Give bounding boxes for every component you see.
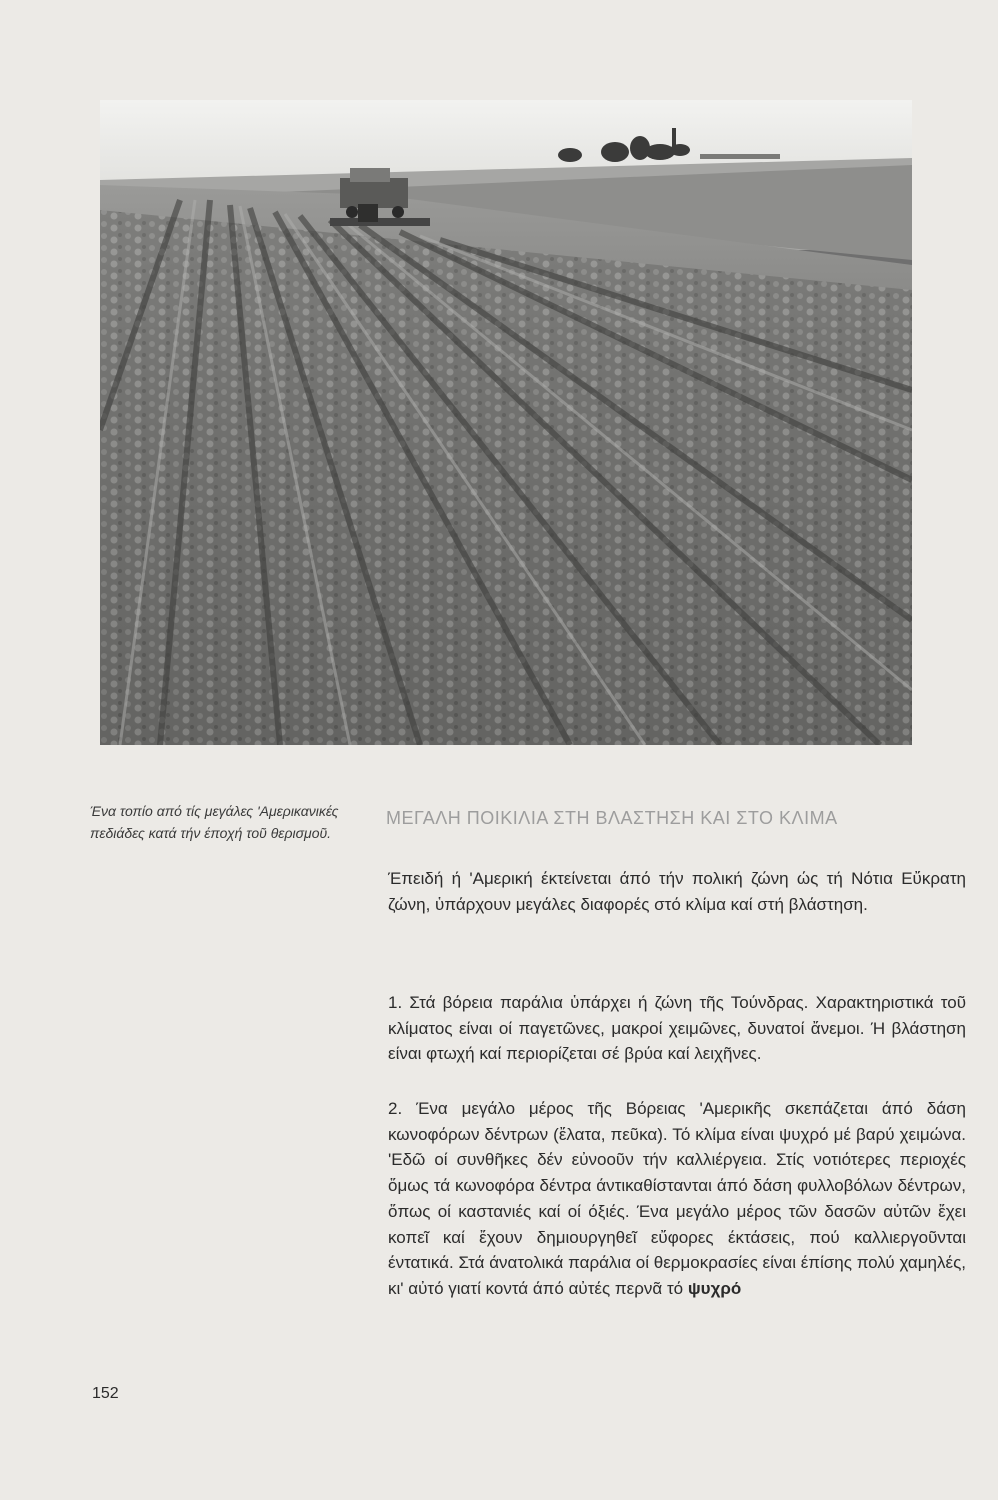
paragraph-item-1: 1. Στά βόρεια παράλια ὑπάρχει ή ζώνη τῆς Τούνδρας. Χαρακτηριστικά τοῦ κλίματος είναι οί παγετῶνες, μακροί χειμῶνες, δυνατοί ἄνεμοι. Ή βλάστηση είναι φτωχή καί περιορίζεται σέ βρύα καί λειχῆνες. [388,993,966,1064]
page-number: 152 [92,1385,119,1402]
section-title: ΜΕΓΑΛΗ ΠΟΙΚΙΛΙΑ ΣΤΗ ΒΛΑΣΤΗΣΗ ΚΑΙ ΣΤΟ ΚΛΙΜΑ [386,808,838,828]
wheat-field-photo [100,100,912,745]
wheat-field-harvest-photo [100,100,912,745]
paragraph-intro: Έπειδή ή 'Αμερική έκτείνεται άπό τήν πολική ζώνη ώς τή Νότια Εὔκρατη ζώνη, ὑπάρχουν μεγάλες διαφορές στό κλίμα καί στή βλάστηση. [388,869,966,914]
paragraph-item-2-bold-word: ψυχρό [687,1278,742,1298]
paragraph-item-2 [388,1096,966,1302]
photo-caption: Ένα τοπίο από τίς μεγάλες 'Αμερικανικές πεδιάδες κατά τήν έποχή τοῦ θερισμοῦ. [90,803,339,841]
paragraph-item-2-text: 2. Ένα μεγάλο μέρος τῆς Βόρειας 'Αμερικῆς σκεπάζεται άπό δάση κωνοφόρων δέντρων (ἔλατα, πεῦκα). Τό κλίμα είναι ψυχρό μέ βαρύ χειμώνα. 'Εδῶ οί συνθῆκες δέν εὐνοοῦν τήν καλλιέργεια. Στίς νοτιότερες περιοχές ὅμως τά κωνοφόρα δέντρα άντικαθίστανται άπό δάση φυλλοβόλων δέντρων, ὅπως οί καστανιές καί οί όξιές. Ένα μεγάλο μέρος τῶν δασῶν αὐτῶν ἔχει κοπεῖ καί ἔχουν δημιουργηθεῖ εὔφορες έκτάσεις, πού καλλιεργοῦνται έντατικά. Στά άνατολικά παράλια οί θερμοκρασίες είναι έπίσης πολύ χαμηλές, κι' αὐτό γιατί κοντά άπό αὐτές περνᾶ τό [388,1099,966,1298]
